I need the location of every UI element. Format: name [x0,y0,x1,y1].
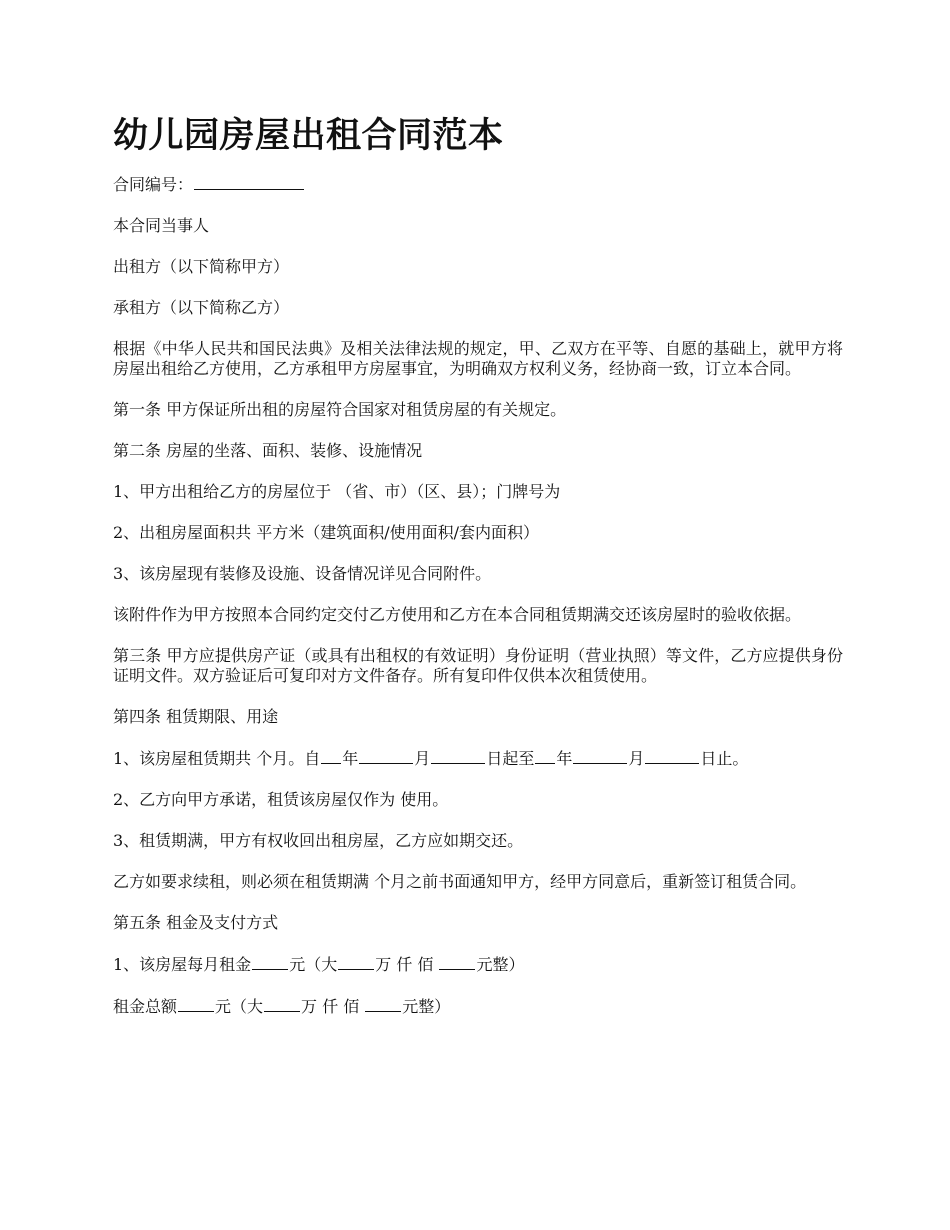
article-4-renewal: 乙方如要求续租，则必须在租赁期满 个月之前书面通知甲方，经甲方同意后，重新签订租赁合同。 [113,872,807,891]
term-end-label: 日止。 [700,749,749,768]
article-2-heading: 第二条 房屋的坐落、面积、装修、设施情况 [113,441,423,460]
paragraph-parties-heading: 本合同当事人 [113,216,210,235]
article-5-item-1 [113,954,843,975]
monthly-rent-unit: 元（大 [289,955,338,974]
contract-number-blank [194,174,304,190]
monthly-rent-end: 元整） [476,955,525,974]
article-2-item-1: 1、甲方出租给乙方的房屋位于 （省、市）（区、县）；门牌号为 [113,482,561,501]
monthly-rent-capital-blank [338,954,374,970]
article-4-item-3: 3、租赁期满，甲方有权收回出租房屋，乙方应如期交还。 [113,831,524,850]
paragraph-preamble: 根据《中华人民共和国民法典》及相关法律法规的规定，甲、乙双方在平等、自愿的基础上，就甲方将房屋出租给乙方使用，乙方承租甲方房屋事宜，为明确双方权利义务，经协商一致，订立本合同。 [113,339,843,378]
term-end-year-label: 年 [556,749,573,768]
monthly-rent-label: 1、该房屋每月租金 [113,955,252,974]
term-end-year-blank [535,748,555,764]
article-5-heading: 第五条 租金及支付方式 [113,913,279,932]
term-until-label: 日起至 [486,749,535,768]
paragraph-lessee: 承租方（以下简称乙方） [113,298,290,317]
term-end-day-blank [645,748,699,764]
article-2-item-3: 3、该房屋现有装修及设施、设备情况详见合同附件。 [113,564,492,583]
term-start-month-blank [359,748,413,764]
article-1: 第一条 甲方保证所出租的房屋符合国家对租赁房屋的有关规定。 [113,400,567,419]
total-rent-yuan-blank [365,996,401,1012]
article-4-item-1 [113,748,843,769]
term-text-start: 1、该房屋租赁期共 个月。自 [113,749,321,768]
term-end-month-label: 月 [628,749,645,768]
article-4-heading: 第四条 租赁期限、用途 [113,707,279,726]
article-4-item-2: 2、乙方向甲方承诺，租赁该房屋仅作为 使用。 [113,790,449,809]
total-rent-unit: 元（大 [215,997,264,1016]
term-month-label: 月 [414,749,431,768]
contract-number-line [113,174,843,195]
monthly-rent-blank [252,954,288,970]
document-page [113,112,843,1038]
total-rent-label: 租金总额 [113,997,178,1016]
term-year-label: 年 [342,749,359,768]
term-start-year-blank [321,748,341,764]
rent-total-line [113,996,843,1017]
term-end-month-blank [573,748,627,764]
paragraph-lessor: 出租方（以下简称甲方） [113,257,290,276]
monthly-rent-digits: 万 仟 佰 [375,955,439,974]
contract-number-label: 合同编号： [113,175,194,194]
article-3: 第三条 甲方应提供房产证（或具有出租权的有效证明）身份证明（营业执照）等文件，乙方应提供身份证明文件。双方验证后可复印对方文件备存。所有复印件仅供本次租赁使用。 [113,646,843,685]
article-2-annex-note: 该附件作为甲方按照本合同约定交付乙方使用和乙方在本合同租赁期满交还该房屋时的验收依据。 [113,605,802,624]
monthly-rent-yuan-blank [439,954,475,970]
total-rent-capital-blank [264,996,300,1012]
article-2-item-2: 2、出租房屋面积共 平方米（建筑面积/使用面积/套内面积） [113,523,540,542]
document-title: 幼儿园房屋出租合同范本 [113,116,504,156]
term-start-day-blank [431,748,485,764]
total-rent-digits: 万 仟 佰 [301,997,365,1016]
total-rent-end: 元整） [402,997,451,1016]
total-rent-blank [178,996,214,1012]
